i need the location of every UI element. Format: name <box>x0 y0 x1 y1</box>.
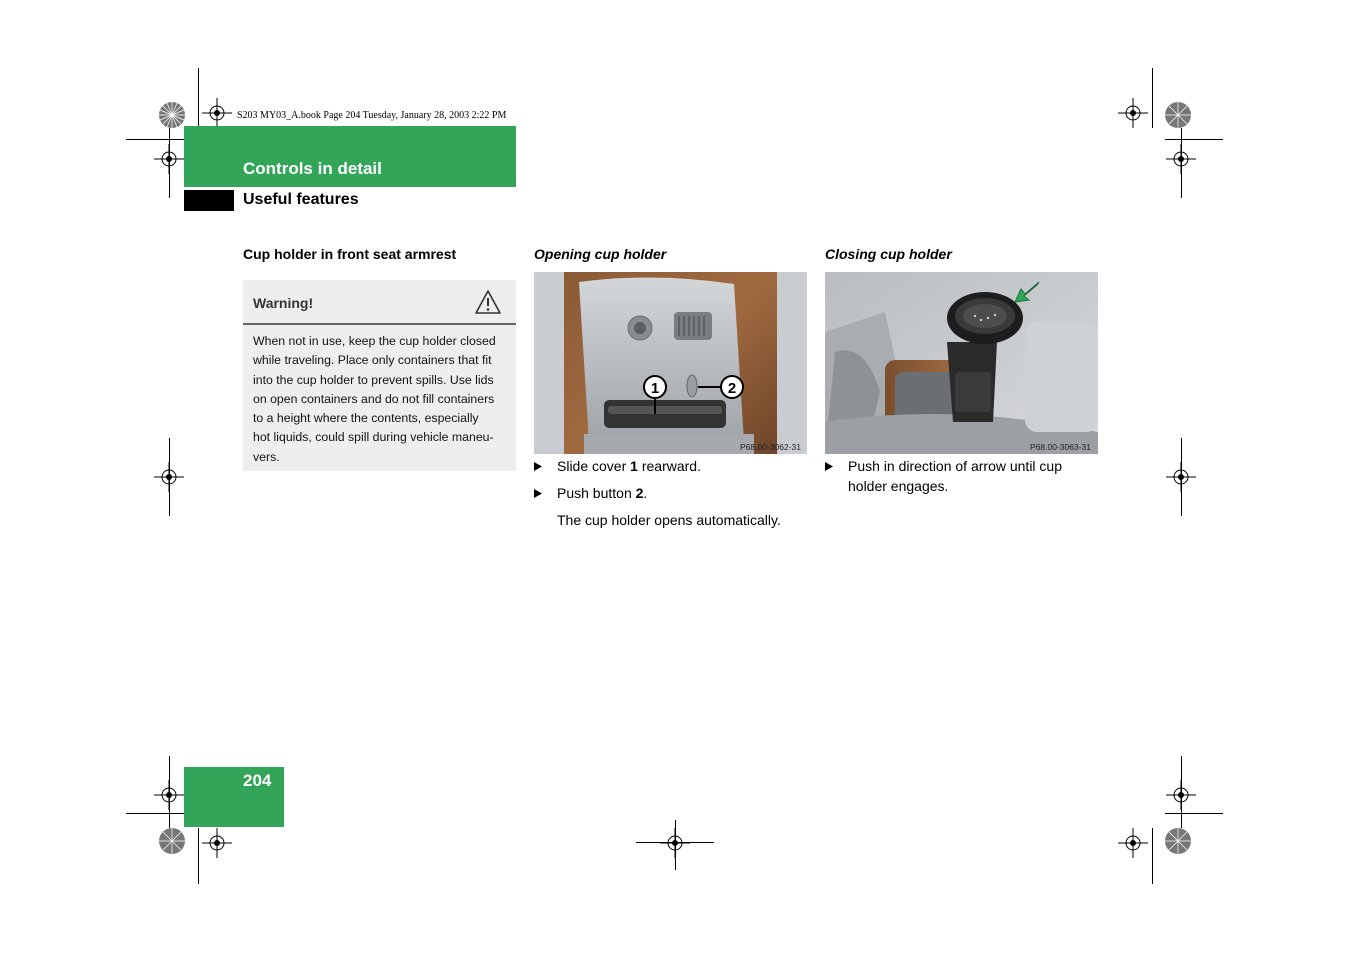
callout-1-label: 1 <box>650 380 660 397</box>
crop-mark <box>1152 828 1153 884</box>
crop-mark <box>1181 438 1182 516</box>
crop-mark <box>169 756 170 828</box>
warning-line: into the cup holder to prevent spills. Use lids <box>253 372 494 387</box>
warning-line: on open containers and do not fill containers <box>253 391 495 406</box>
opening-heading: Opening cup holder <box>534 246 667 262</box>
crop-mark <box>169 438 170 516</box>
figure-code: P68.00-3063-31 <box>1030 442 1091 452</box>
step-item <box>825 457 1098 497</box>
figure-code: P68.00-3062-31 <box>740 442 801 452</box>
warning-line: When not in use, keep the cup holder closed <box>253 334 496 348</box>
registration-star-icon <box>1164 101 1192 129</box>
step-item <box>534 457 807 477</box>
section-title: Controls in detail <box>243 159 382 178</box>
step-text: Push in direction of arrow until cup holder engages. <box>848 458 1062 494</box>
registration-target-icon <box>1118 828 1148 858</box>
registration-star-icon <box>158 101 186 129</box>
warning-line: hot liquids, could spill during vehicle maneu- <box>253 430 494 445</box>
closing-cup-holder-photo <box>825 272 1098 454</box>
registration-star-icon <box>158 827 186 855</box>
registration-target-icon <box>202 98 232 128</box>
print-file-info: S203 MY03_A.book Page 204 Tuesday, January 28, 2003 2:22 PM <box>237 110 507 121</box>
crop-mark <box>169 128 170 198</box>
cup-holder-heading: Cup holder in front seat armrest <box>243 246 457 262</box>
crop-mark <box>1152 68 1153 128</box>
warning-title: Warning! <box>253 295 314 311</box>
registration-target-icon <box>1118 98 1148 128</box>
bullet-arrow-icon <box>534 462 542 471</box>
step-item <box>534 484 807 504</box>
warning-text <box>253 332 509 467</box>
step-text: Slide cover 1 rearward. <box>557 458 701 474</box>
warning-line: to a height where the contents, especially <box>253 411 479 426</box>
warning-line: while traveling. Place only containers that fit <box>253 353 492 368</box>
crop-mark <box>198 828 199 884</box>
subsection-marker <box>184 190 234 211</box>
crop-mark <box>198 68 199 128</box>
warning-box <box>243 280 516 471</box>
registration-star-icon <box>1164 827 1192 855</box>
closing-heading: Closing cup holder <box>825 246 952 262</box>
warning-line: vers. <box>253 449 280 464</box>
step-text: Push button 2. <box>557 485 648 501</box>
crop-mark <box>675 820 676 870</box>
warning-triangle-icon <box>474 289 502 315</box>
warning-header <box>243 280 516 325</box>
crop-mark <box>1181 128 1182 198</box>
registration-target-icon <box>202 828 232 858</box>
subsection-title: Useful features <box>243 191 359 208</box>
page-number: 204 <box>243 771 272 790</box>
crop-mark <box>1165 139 1223 140</box>
crop-mark <box>126 139 184 140</box>
opening-cup-holder-photo <box>534 272 807 454</box>
crop-mark <box>1181 756 1182 828</box>
bullet-arrow-icon <box>534 489 542 498</box>
crop-mark <box>126 813 184 814</box>
callout-2-label: 2 <box>727 380 737 397</box>
crop-mark <box>1165 813 1223 814</box>
step-result: The cup holder opens automatically. <box>557 512 781 528</box>
bullet-arrow-icon <box>825 462 833 471</box>
